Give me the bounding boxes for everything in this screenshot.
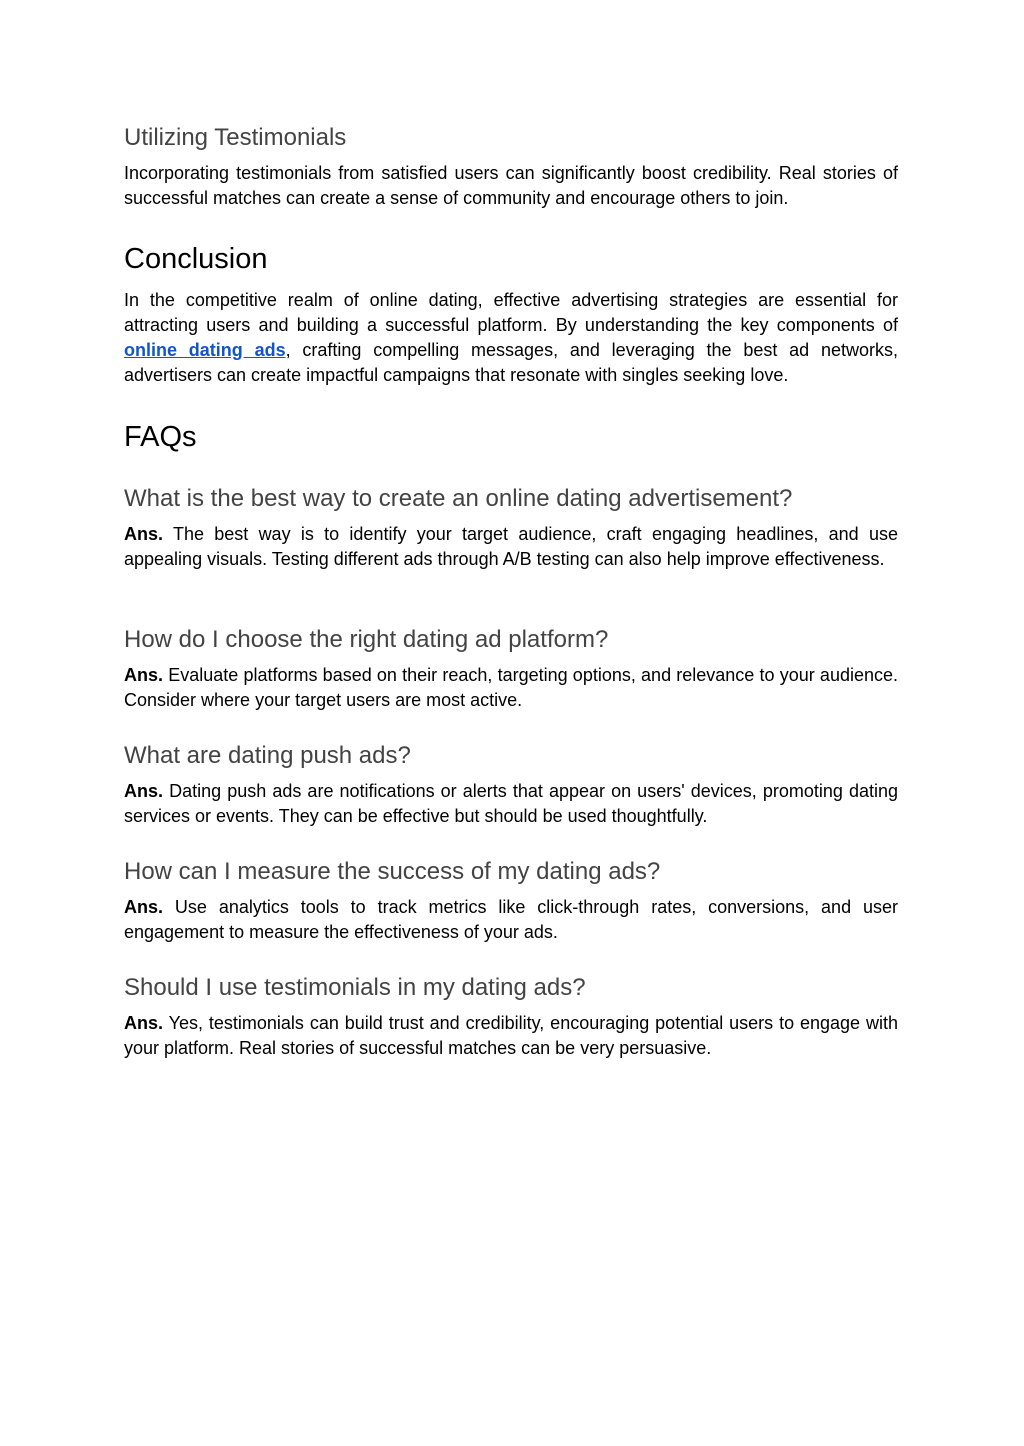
ans-label: Ans.: [124, 781, 164, 801]
faq-answer: [124, 663, 898, 713]
faqs-heading: FAQs: [124, 421, 197, 453]
faq-answer: [124, 779, 898, 829]
faq-answer-text: Dating push ads are notifications or alerts that appear on users' devices, promoting dating services or events. They can be effective but should be used thoughtfully.: [124, 781, 898, 826]
faq-question: What is the best way to create an online dating advertisement?: [124, 485, 793, 512]
conclusion-text-end: , crafting compelling messages, and leveraging the best ad networks, advertisers can create impactful campaigns that resonate with singles seeking love.: [124, 340, 898, 385]
faq-answer-text: The best way is to identify your target audience, craft engaging headlines, and use appealing visuals. Testing different ads through A/B testing can also help improve effectiveness.: [124, 524, 898, 569]
faq-question: How can I measure the success of my dating ads?: [124, 858, 661, 885]
ans-label: Ans.: [124, 665, 164, 685]
faq-answer-text: Evaluate platforms based on their reach, targeting options, and relevance to your audience. Consider where your target users are most active.: [124, 665, 898, 710]
ans-label: Ans.: [124, 897, 164, 917]
conclusion-heading: Conclusion: [124, 243, 268, 275]
online-dating-ads-link[interactable]: online dating ads: [124, 340, 286, 360]
faq-question: How do I choose the right dating ad platform?: [124, 626, 609, 653]
conclusion-paragraph: [124, 288, 898, 388]
faq-answer-text: Yes, testimonials can build trust and credibility, encouraging potential users to engage with your platform. Real stories of successful matches can be very persuasive.: [124, 1013, 898, 1058]
faq-answer: [124, 522, 898, 572]
ans-label: Ans.: [124, 524, 164, 544]
conclusion-text-start: In the competitive realm of online dating, effective advertising strategies are essential for attracting users and building a successful platform. By understanding the key components of: [124, 290, 898, 335]
testimonials-heading: Utilizing Testimonials: [124, 124, 347, 151]
ans-label: Ans.: [124, 1013, 164, 1033]
faq-answer-text: Use analytics tools to track metrics like click-through rates, conversions, and user engagement to measure the effectiveness of your ads.: [124, 897, 898, 942]
faq-question: Should I use testimonials in my dating ads?: [124, 974, 586, 1001]
faq-answer: [124, 895, 898, 945]
testimonials-paragraph: Incorporating testimonials from satisfied users can significantly boost credibility. Real stories of successful matches can create a sense of community and encourage others to join.: [124, 163, 898, 208]
faq-answer: [124, 1011, 898, 1061]
faq-question: What are dating push ads?: [124, 742, 411, 769]
